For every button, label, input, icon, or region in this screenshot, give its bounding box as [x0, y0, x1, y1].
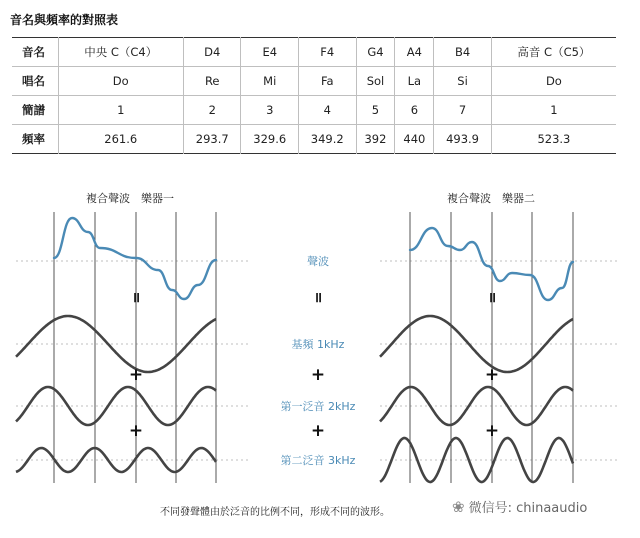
table-cell: La	[395, 67, 434, 96]
table-cell: 293.7	[183, 125, 241, 154]
equals-sign-center: ॥	[313, 290, 323, 306]
table-cell: Do	[491, 67, 616, 96]
table-cell: 高音 C（C5）	[491, 38, 616, 67]
table-cell: Si	[434, 67, 492, 96]
table-cell: B4	[434, 38, 492, 67]
instrument-2-title: 複合聲波 樂器二	[447, 192, 535, 205]
table-cell: 1	[58, 96, 183, 125]
table-cell: 3	[241, 96, 299, 125]
table-cell: 392	[356, 125, 395, 154]
page-title: 音名與頻率的對照表	[10, 13, 119, 27]
label-fundamental: 基頻 1kHz	[291, 338, 345, 351]
instrument-1-title: 複合聲波 樂器一	[86, 192, 174, 205]
equals-sign-left: ॥	[131, 290, 141, 306]
label-sound-wave: 聲波	[307, 255, 329, 268]
watermark	[452, 497, 587, 516]
plus-sign-center-1: +	[310, 365, 326, 385]
table-cell: 5	[356, 96, 395, 125]
table-cell: Re	[183, 67, 241, 96]
table-cell: 4	[299, 96, 357, 125]
table-cell: 493.9	[434, 125, 492, 154]
row-header: 簡譜	[22, 103, 45, 117]
composite-wave-instrument-1	[54, 218, 216, 299]
plus-sign-left-2: +	[128, 421, 144, 441]
table-cell: 523.3	[491, 125, 616, 154]
table-cell: 2	[183, 96, 241, 125]
table-cell: Mi	[241, 67, 299, 96]
plus-sign-right-1: +	[484, 365, 500, 385]
label-overtone-1: 第一泛音 2kHz	[280, 400, 356, 413]
watermark-text: 微信号: chinaaudio	[468, 501, 588, 516]
table-cell: 440	[395, 125, 434, 154]
label-overtone-2: 第二泛音 3kHz	[280, 454, 356, 467]
table-cell: E4	[241, 38, 299, 67]
table-cell: Sol	[356, 67, 395, 96]
table-cell: 6	[395, 96, 434, 125]
equals-sign-right: ॥	[487, 290, 497, 306]
table-cell: 329.6	[241, 125, 299, 154]
plus-sign-left-1: +	[128, 365, 144, 385]
table-cell: Fa	[299, 67, 357, 96]
table-cell: Do	[58, 67, 183, 96]
table-cell: F4	[299, 38, 357, 67]
table-cell: 1	[491, 96, 616, 125]
row-header: 頻率	[22, 132, 45, 146]
table-cell: 7	[434, 96, 492, 125]
table-cell: 中央 C（C4）	[58, 38, 183, 67]
row-header: 唱名	[22, 74, 45, 88]
plus-sign-right-2: +	[484, 421, 500, 441]
table-cell: 349.2	[299, 125, 357, 154]
plus-sign-center-2: +	[310, 421, 326, 441]
diagram-caption: 不同發聲體由於泛音的比例不同，形成不同的波形。	[160, 507, 390, 518]
table-cell: D4	[183, 38, 241, 67]
wechat-icon: ❀	[452, 498, 465, 516]
table-cell: G4	[356, 38, 395, 67]
table-cell: 261.6	[58, 125, 183, 154]
row-header: 音名	[22, 45, 45, 59]
table-cell: A4	[395, 38, 434, 67]
